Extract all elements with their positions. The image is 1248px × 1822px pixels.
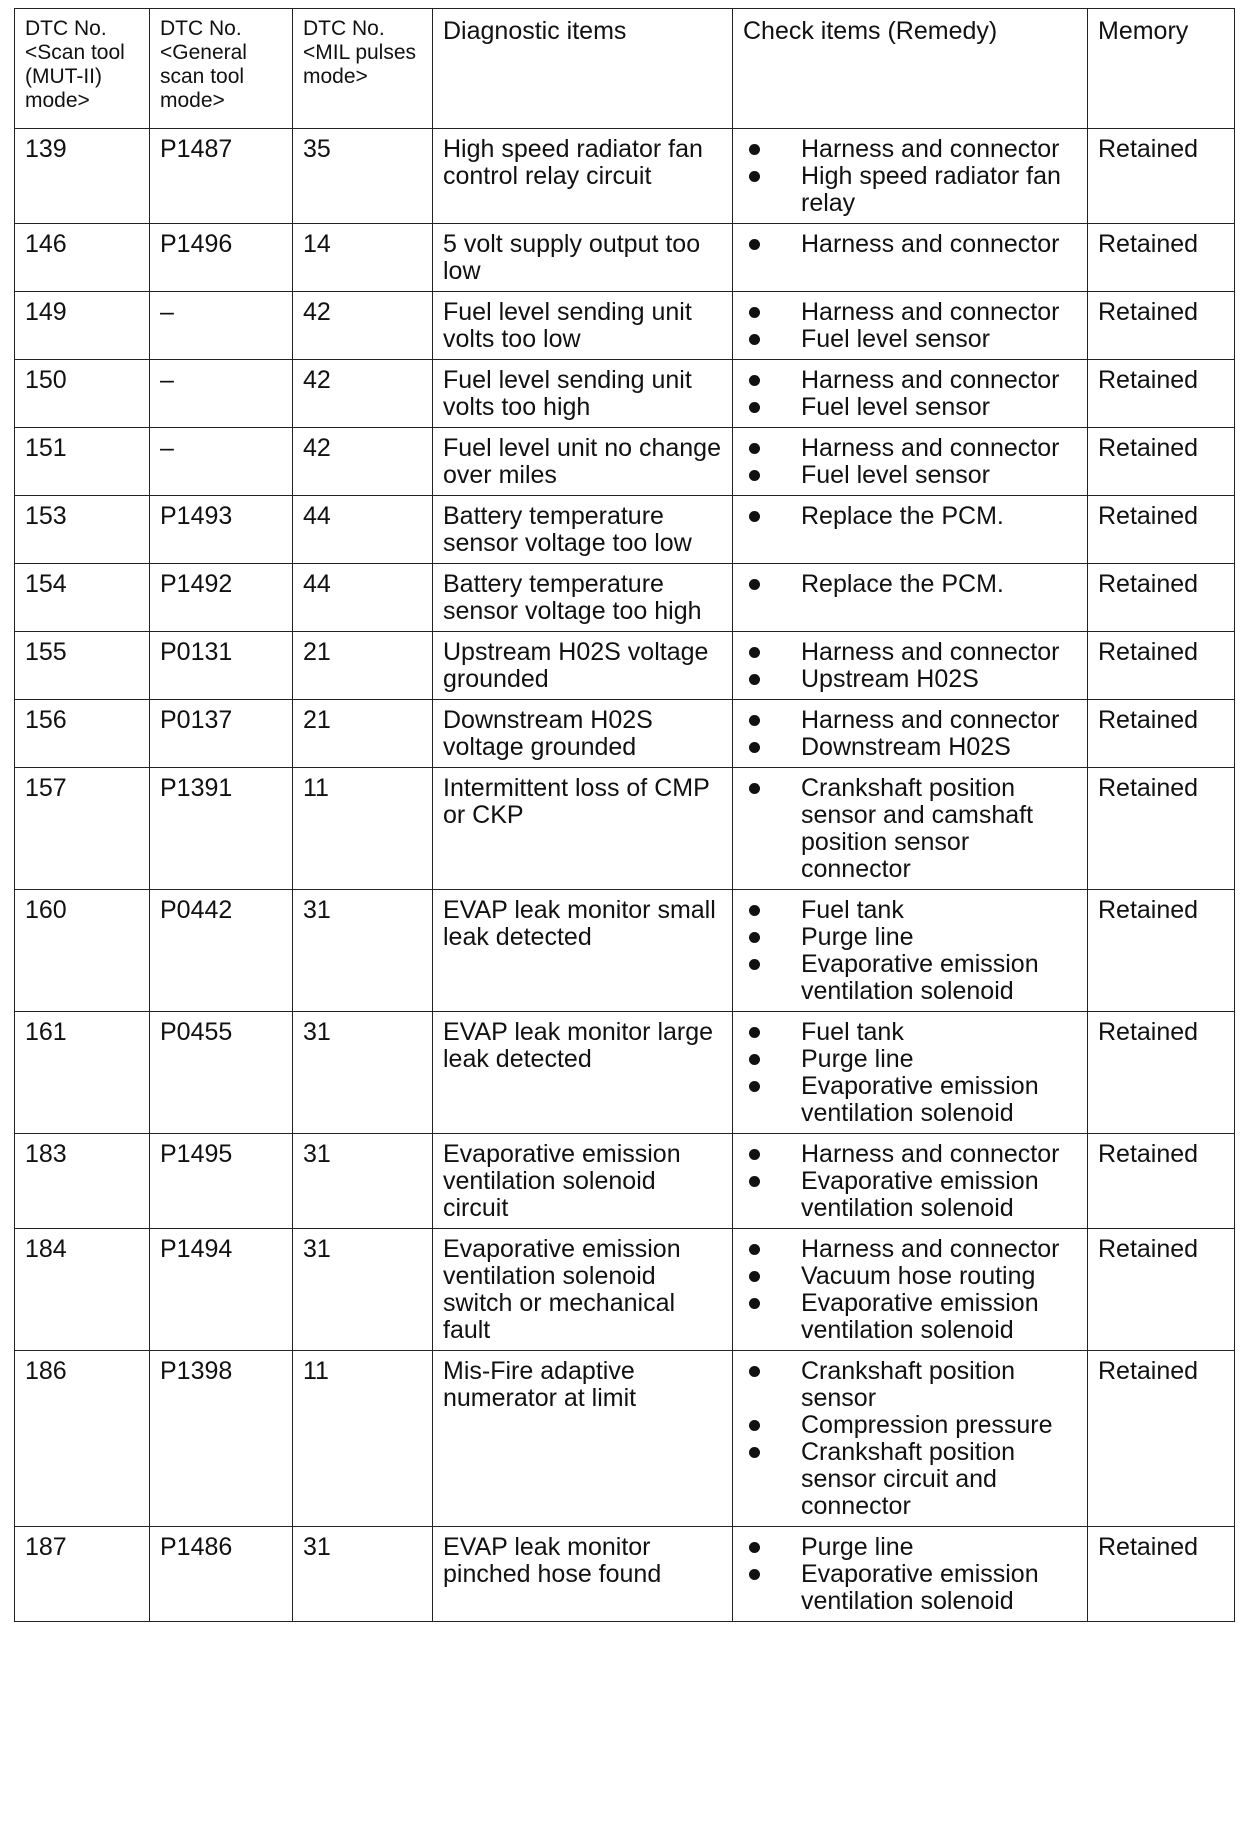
dtc-table <box>14 8 1235 1622</box>
memory-cell: Retained <box>1088 1351 1235 1527</box>
memory-cell: Retained <box>1088 428 1235 496</box>
dtc-scan-tool-cell: 151 <box>15 428 150 496</box>
memory-cell: Retained <box>1088 564 1235 632</box>
dtc-scan-tool-cell: 183 <box>15 1134 150 1229</box>
check-items-cell <box>733 428 1088 496</box>
check-items-list <box>743 1141 1077 1222</box>
dtc-scan-tool-cell: 156 <box>15 700 150 768</box>
dtc-mil-pulses-cell: 35 <box>293 129 433 224</box>
check-item: Harness and connector <box>743 639 1077 666</box>
check-item: Fuel level sensor <box>743 326 1077 353</box>
check-items-list <box>743 1019 1077 1127</box>
memory-cell: Retained <box>1088 700 1235 768</box>
check-items-list <box>743 571 1077 598</box>
check-items-cell <box>733 1527 1088 1622</box>
check-items-cell <box>733 129 1088 224</box>
memory-cell: Retained <box>1088 1527 1235 1622</box>
dtc-general-scan-cell: P0455 <box>150 1012 293 1134</box>
check-items-list <box>743 1358 1077 1520</box>
dtc-mil-pulses-cell: 44 <box>293 496 433 564</box>
table-row <box>15 129 1235 224</box>
check-items-cell <box>733 496 1088 564</box>
dtc-mil-pulses-cell: 42 <box>293 428 433 496</box>
check-item: Fuel tank <box>743 897 1077 924</box>
check-items-cell <box>733 224 1088 292</box>
table-row <box>15 428 1235 496</box>
check-item: Purge line <box>743 1046 1077 1073</box>
table-row <box>15 1229 1235 1351</box>
check-item: Crankshaft position sensor and camshaft position sensor connector <box>743 775 1077 883</box>
check-items-list <box>743 503 1077 530</box>
check-items-list <box>743 367 1077 421</box>
dtc-mil-pulses-cell: 31 <box>293 1012 433 1134</box>
table-row <box>15 564 1235 632</box>
check-items-list <box>743 299 1077 353</box>
dtc-general-scan-cell: P1398 <box>150 1351 293 1527</box>
diagnostic-item-cell: Mis-Fire adaptive numerator at limit <box>433 1351 733 1527</box>
dtc-scan-tool-cell: 161 <box>15 1012 150 1134</box>
table-row <box>15 1527 1235 1622</box>
dtc-mil-pulses-cell: 42 <box>293 360 433 428</box>
table-row <box>15 292 1235 360</box>
check-items-cell <box>733 1134 1088 1229</box>
dtc-general-scan-cell: P1494 <box>150 1229 293 1351</box>
memory-cell: Retained <box>1088 1012 1235 1134</box>
dtc-general-scan-cell: P0137 <box>150 700 293 768</box>
check-item: Purge line <box>743 924 1077 951</box>
check-item: Harness and connector <box>743 435 1077 462</box>
dtc-general-scan-cell: P1496 <box>150 224 293 292</box>
diagnostic-item-cell: Upstream H02S voltage grounded <box>433 632 733 700</box>
diagnostic-item-cell: Evaporative emission ventilation solenoid circuit <box>433 1134 733 1229</box>
memory-cell: Retained <box>1088 292 1235 360</box>
dtc-general-scan-cell: – <box>150 428 293 496</box>
check-item: Harness and connector <box>743 231 1077 258</box>
table-header-row <box>15 9 1235 129</box>
diagnostic-item-cell: Evaporative emission ventilation solenoid switch or mechanical fault <box>433 1229 733 1351</box>
memory-cell: Retained <box>1088 360 1235 428</box>
check-item: Harness and connector <box>743 367 1077 394</box>
diagnostic-item-cell: 5 volt supply output too low <box>433 224 733 292</box>
memory-cell: Retained <box>1088 1229 1235 1351</box>
check-item: Replace the PCM. <box>743 571 1077 598</box>
table-row <box>15 1134 1235 1229</box>
check-item: Evaporative emission ventilation solenoid <box>743 951 1077 1005</box>
check-items-cell <box>733 360 1088 428</box>
check-item: Crankshaft position sensor <box>743 1358 1077 1412</box>
table-body <box>15 129 1235 1622</box>
dtc-mil-pulses-cell: 31 <box>293 1134 433 1229</box>
memory-cell: Retained <box>1088 129 1235 224</box>
memory-cell: Retained <box>1088 224 1235 292</box>
check-items-list <box>743 897 1077 1005</box>
memory-cell: Retained <box>1088 632 1235 700</box>
check-items-cell <box>733 768 1088 890</box>
check-item: Evaporative emission ventilation solenoid <box>743 1561 1077 1615</box>
header-general-scan: DTC No. <General scan tool mode> <box>150 9 293 129</box>
dtc-mil-pulses-cell: 21 <box>293 700 433 768</box>
check-items-list <box>743 136 1077 217</box>
check-items-cell <box>733 700 1088 768</box>
check-item: Fuel tank <box>743 1019 1077 1046</box>
diagnostic-item-cell: EVAP leak monitor large leak detected <box>433 1012 733 1134</box>
dtc-scan-tool-cell: 184 <box>15 1229 150 1351</box>
header-scan-tool: DTC No. <Scan tool (MUT-II) mode> <box>15 9 150 129</box>
dtc-scan-tool-cell: 150 <box>15 360 150 428</box>
table-row <box>15 1012 1235 1134</box>
dtc-scan-tool-cell: 149 <box>15 292 150 360</box>
dtc-mil-pulses-cell: 14 <box>293 224 433 292</box>
dtc-scan-tool-cell: 155 <box>15 632 150 700</box>
diagnostic-item-cell: Battery temperature sensor voltage too low <box>433 496 733 564</box>
memory-cell: Retained <box>1088 768 1235 890</box>
dtc-mil-pulses-cell: 11 <box>293 768 433 890</box>
check-items-list <box>743 1534 1077 1615</box>
check-items-list <box>743 231 1077 258</box>
table-row <box>15 768 1235 890</box>
dtc-scan-tool-cell: 157 <box>15 768 150 890</box>
dtc-scan-tool-cell: 153 <box>15 496 150 564</box>
check-items-cell <box>733 1229 1088 1351</box>
dtc-general-scan-cell: P1391 <box>150 768 293 890</box>
dtc-scan-tool-cell: 187 <box>15 1527 150 1622</box>
diagnostic-item-cell: Fuel level unit no change over miles <box>433 428 733 496</box>
check-item: Crankshaft position sensor circuit and connector <box>743 1439 1077 1520</box>
check-item: Compression pressure <box>743 1412 1077 1439</box>
dtc-mil-pulses-cell: 42 <box>293 292 433 360</box>
check-item: Evaporative emission ventilation solenoid <box>743 1073 1077 1127</box>
dtc-general-scan-cell: P1495 <box>150 1134 293 1229</box>
dtc-scan-tool-cell: 146 <box>15 224 150 292</box>
check-item: Vacuum hose routing <box>743 1263 1077 1290</box>
table-row <box>15 1351 1235 1527</box>
dtc-mil-pulses-cell: 31 <box>293 1527 433 1622</box>
diagnostic-item-cell: Downstream H02S voltage grounded <box>433 700 733 768</box>
check-item: Harness and connector <box>743 136 1077 163</box>
dtc-mil-pulses-cell: 31 <box>293 1229 433 1351</box>
table-row <box>15 224 1235 292</box>
dtc-general-scan-cell: P1486 <box>150 1527 293 1622</box>
check-item: High speed radiator fan relay <box>743 163 1077 217</box>
diagnostic-item-cell: EVAP leak monitor pinched hose found <box>433 1527 733 1622</box>
check-items-cell <box>733 564 1088 632</box>
check-item: Fuel level sensor <box>743 462 1077 489</box>
dtc-mil-pulses-cell: 11 <box>293 1351 433 1527</box>
check-items-list <box>743 775 1077 883</box>
table-row <box>15 360 1235 428</box>
table-row <box>15 890 1235 1012</box>
diagnostic-item-cell: Battery temperature sensor voltage too high <box>433 564 733 632</box>
memory-cell: Retained <box>1088 496 1235 564</box>
table-row <box>15 496 1235 564</box>
check-items-cell <box>733 632 1088 700</box>
header-check-items: Check items (Remedy) <box>733 9 1088 129</box>
dtc-general-scan-cell: – <box>150 292 293 360</box>
check-items-cell <box>733 1012 1088 1134</box>
header-diagnostic-items: Diagnostic items <box>433 9 733 129</box>
header-memory: Memory <box>1088 9 1235 129</box>
diagnostic-item-cell: Intermittent loss of CMP or CKP <box>433 768 733 890</box>
dtc-general-scan-cell: P0442 <box>150 890 293 1012</box>
check-items-list <box>743 707 1077 761</box>
diagnostic-item-cell: High speed radiator fan control relay circuit <box>433 129 733 224</box>
dtc-general-scan-cell: P1493 <box>150 496 293 564</box>
table-row <box>15 700 1235 768</box>
dtc-mil-pulses-cell: 44 <box>293 564 433 632</box>
dtc-scan-tool-cell: 160 <box>15 890 150 1012</box>
dtc-general-scan-cell: P1487 <box>150 129 293 224</box>
dtc-general-scan-cell: P0131 <box>150 632 293 700</box>
check-item: Purge line <box>743 1534 1077 1561</box>
check-items-cell <box>733 1351 1088 1527</box>
check-items-cell <box>733 292 1088 360</box>
check-item: Upstream H02S <box>743 666 1077 693</box>
diagnostic-item-cell: Fuel level sending unit volts too low <box>433 292 733 360</box>
check-item: Evaporative emission ventilation solenoid <box>743 1290 1077 1344</box>
dtc-general-scan-cell: – <box>150 360 293 428</box>
check-item: Evaporative emission ventilation solenoid <box>743 1168 1077 1222</box>
memory-cell: Retained <box>1088 1134 1235 1229</box>
check-item: Harness and connector <box>743 707 1077 734</box>
diagnostic-item-cell: EVAP leak monitor small leak detected <box>433 890 733 1012</box>
check-item: Harness and connector <box>743 1236 1077 1263</box>
check-items-list <box>743 435 1077 489</box>
check-item: Harness and connector <box>743 1141 1077 1168</box>
check-item: Downstream H02S <box>743 734 1077 761</box>
check-item: Fuel level sensor <box>743 394 1077 421</box>
check-item: Harness and connector <box>743 299 1077 326</box>
diagnostic-item-cell: Fuel level sending unit volts too high <box>433 360 733 428</box>
dtc-mil-pulses-cell: 21 <box>293 632 433 700</box>
check-item: Replace the PCM. <box>743 503 1077 530</box>
memory-cell: Retained <box>1088 890 1235 1012</box>
dtc-mil-pulses-cell: 31 <box>293 890 433 1012</box>
dtc-scan-tool-cell: 154 <box>15 564 150 632</box>
dtc-general-scan-cell: P1492 <box>150 564 293 632</box>
check-items-cell <box>733 890 1088 1012</box>
check-items-list <box>743 639 1077 693</box>
header-mil-pulses: DTC No. <MIL pulses mode> <box>293 9 433 129</box>
dtc-scan-tool-cell: 186 <box>15 1351 150 1527</box>
dtc-scan-tool-cell: 139 <box>15 129 150 224</box>
table-row <box>15 632 1235 700</box>
check-items-list <box>743 1236 1077 1344</box>
